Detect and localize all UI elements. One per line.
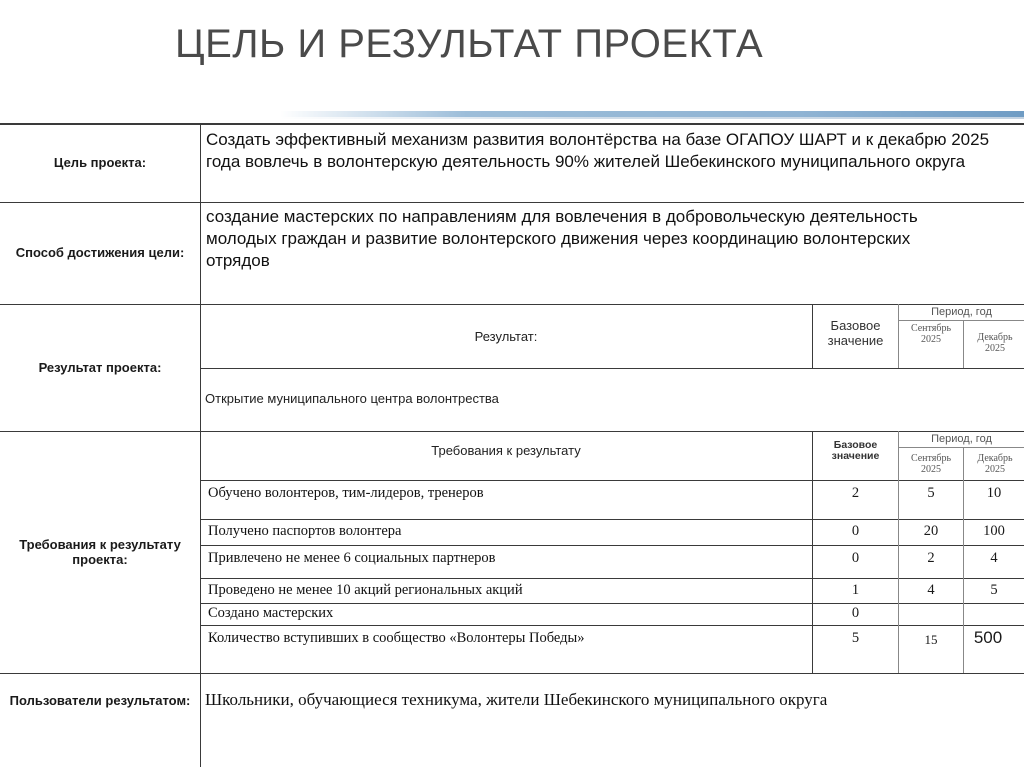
requirement-name: Привлечено не менее 6 социальных партнеров — [208, 550, 496, 566]
requirements-base-header: Базовое значение — [831, 439, 880, 462]
requirement-december: 5 — [990, 582, 998, 598]
requirement-name: Получено паспортов волонтера — [208, 523, 402, 539]
requirement-september: 2 — [927, 550, 935, 566]
requirement-base: 5 — [851, 630, 860, 646]
result-period-header: Период, год — [931, 306, 992, 318]
requirement-december: 100 — [983, 523, 1005, 539]
result-base-header: Базовое значение — [827, 318, 884, 348]
requirement-base: 0 — [851, 605, 860, 621]
result-label: Результат проекта: — [38, 359, 162, 375]
requirement-december: 500 — [973, 628, 1003, 647]
goal-label: Цель проекта: — [53, 155, 147, 171]
requirements-label: Требования к результату проекта: — [19, 537, 181, 567]
title-divider-shadow — [280, 117, 1024, 119]
requirement-name: Создано мастерских — [208, 605, 334, 621]
result-col-december: Декабрь 2025 — [977, 332, 1013, 354]
requirements-period-header: Период, год — [931, 433, 992, 445]
requirement-september: 5 — [927, 485, 935, 501]
requirement-name: Обучено волонтеров, тим-лидеров, тренеров — [208, 485, 484, 501]
requirement-december: 10 — [986, 485, 1002, 501]
requirement-september: 15 — [924, 632, 938, 647]
requirements-col-december: Декабрь 2025 — [977, 453, 1013, 475]
users-text: Школьники, обучающиеся техникума, жители Шебекинского муниципального округа — [205, 690, 828, 709]
result-text: Открытие муниципального центра волонтрества — [205, 391, 499, 406]
requirement-base: 1 — [851, 582, 860, 598]
result-header: Результат: — [474, 329, 538, 344]
requirement-september: 20 — [923, 523, 939, 539]
requirement-base: 0 — [851, 523, 860, 539]
requirement-base: 0 — [851, 550, 860, 566]
requirement-september: 4 — [927, 582, 935, 598]
method-label: Способ достижения цели: — [15, 245, 185, 261]
requirement-name: Количество вступивших в сообщество «Волонтеры Победы» — [208, 630, 585, 646]
requirements-header: Требования к результату — [431, 443, 581, 458]
requirement-december: 4 — [990, 550, 998, 566]
requirement-name: Проведено не менее 10 акций региональных акций — [208, 582, 523, 598]
requirement-base: 2 — [851, 485, 860, 501]
result-col-september: Сентябрь 2025 — [910, 323, 952, 345]
goal-text: Создать эффективный механизм развития волонтёрства на базе ОГАПОУ ШАРТ и к декабрю 2025 года вовлечь в волонтерскую деятельность 90% жителей Шебекинского муниципального округа — [206, 130, 990, 171]
requirements-col-september: Сентябрь 2025 — [910, 453, 952, 475]
users-label: Пользователи результатом: — [9, 692, 191, 708]
page-title: ЦЕЛЬ И РЕЗУЛЬТАТ ПРОЕКТА — [175, 22, 764, 66]
method-text: создание мастерских по направлениям для вовлечения в добровольческую деятельность молодых граждан и развитие волонтерского движения через координацию волонтерских отрядов — [206, 207, 918, 270]
